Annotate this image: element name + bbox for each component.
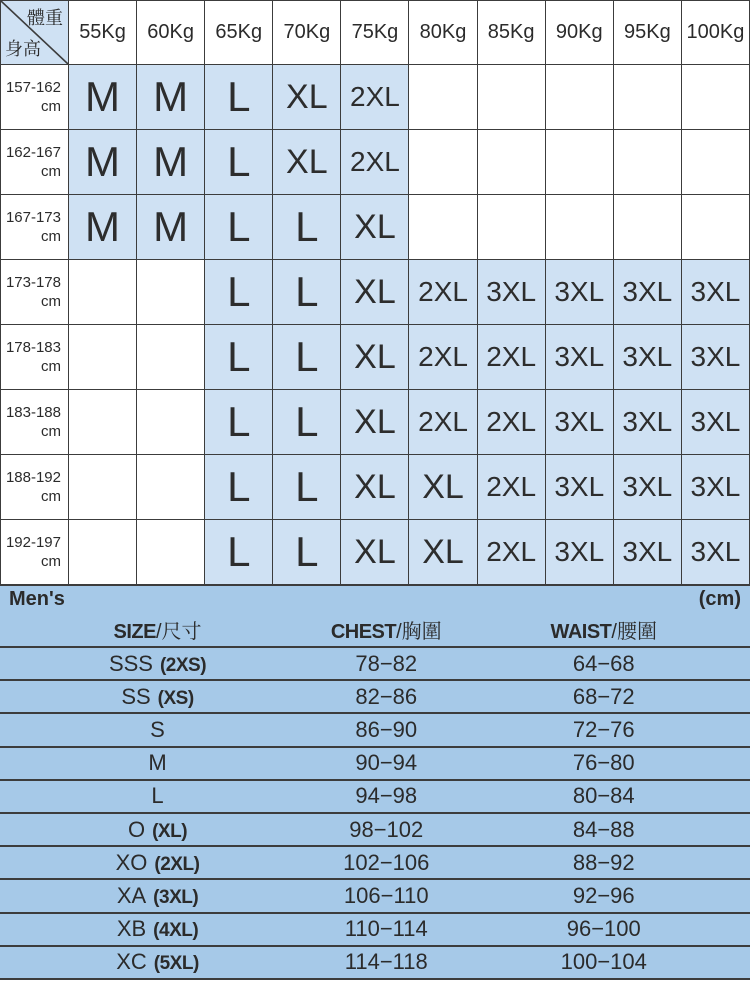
size-cell (546, 65, 614, 130)
mens-size-row (0, 814, 750, 847)
weight-header-cell: 100Kg (682, 1, 750, 65)
chest-range-cell: 106−110 (343, 883, 429, 909)
height-range-label: 157-162 (5, 78, 61, 96)
size-code: SSS (108, 650, 153, 676)
size-cell: M (69, 130, 137, 195)
size-cell: 3XL (546, 325, 614, 390)
chest-range-cell: 102−106 (343, 849, 430, 875)
height-unit-label: cm (41, 553, 61, 570)
size-cell (137, 390, 205, 455)
height-range-label: 188-192 (5, 468, 61, 486)
mens-size-row (0, 648, 750, 681)
size-cell (69, 260, 137, 325)
waist-range-cell: 96−100 (566, 916, 641, 942)
size-code: XC (116, 949, 147, 975)
size-code: S (150, 717, 165, 742)
size-cell: 2XL (478, 455, 546, 520)
chest-range-cell: 110−114 (344, 916, 428, 942)
size-label-cell (0, 750, 315, 776)
size-cell (69, 455, 137, 520)
size-cell: 3XL (682, 390, 750, 455)
size-cell: L (273, 195, 341, 260)
waist-column-header: WAIST/腰圍 (550, 621, 657, 643)
size-label-cell (0, 717, 315, 743)
size-cell: 3XL (682, 260, 750, 325)
weight-header-cell: 95Kg (614, 1, 682, 65)
height-label-cell (1, 325, 69, 390)
size-cell: XL (409, 455, 477, 520)
size-cell: 2XL (341, 65, 409, 130)
waist-range-cell: 72−76 (572, 717, 635, 742)
chest-range-cell: 78−82 (355, 650, 418, 676)
size-label-cell (0, 651, 315, 677)
mens-size-row (0, 714, 750, 747)
size-code: L (151, 783, 164, 809)
size-code: O (127, 816, 146, 842)
chest-range-cell: 90−94 (355, 750, 418, 776)
height-unit-label: cm (41, 488, 61, 505)
waist-range-cell: 80−84 (572, 783, 635, 809)
size-cell: 3XL (682, 325, 750, 390)
size-cell: XL (341, 390, 409, 455)
height-unit-label: cm (41, 358, 61, 375)
mens-size-row (0, 781, 750, 814)
size-cell (546, 130, 614, 195)
size-cell: L (273, 260, 341, 325)
size-cell: 3XL (546, 390, 614, 455)
chest-column-header: CHEST/胸圍 (330, 621, 442, 643)
mens-title-row (0, 586, 750, 613)
size-cell: 3XL (614, 455, 682, 520)
mens-size-row (0, 880, 750, 913)
weight-header-cell: 90Kg (546, 1, 614, 65)
height-unit-label: cm (41, 163, 61, 180)
size-cell: 3XL (546, 455, 614, 520)
size-cell: 2XL (409, 390, 477, 455)
waist-range-cell: 76−80 (572, 750, 635, 776)
mens-size-row (0, 681, 750, 714)
size-cell: XL (341, 260, 409, 325)
size-alt-code: (XL) (152, 820, 188, 842)
size-cell: 2XL (409, 325, 477, 390)
size-cell: L (273, 520, 341, 585)
weight-header-cell: 80Kg (409, 1, 477, 65)
size-cell: L (205, 260, 273, 325)
mens-measurement-table (0, 585, 750, 980)
size-cell: M (137, 130, 205, 195)
size-cell (69, 325, 137, 390)
size-cell: L (205, 520, 273, 585)
size-cell: L (273, 390, 341, 455)
height-unit-label: cm (41, 293, 61, 310)
size-cell (409, 195, 477, 260)
size-code: XA (116, 883, 147, 909)
size-cell: XL (341, 325, 409, 390)
size-code: SS (121, 683, 151, 709)
size-alt-code: (2XL) (154, 853, 200, 875)
size-cell (137, 455, 205, 520)
size-cell (409, 65, 477, 130)
chest-range-cell: 82−86 (355, 683, 418, 709)
size-cell (137, 520, 205, 585)
size-cell (137, 325, 205, 390)
size-cell (478, 130, 546, 195)
size-cell (546, 195, 614, 260)
size-cell (614, 65, 682, 130)
height-axis-label: 身高 (5, 39, 41, 59)
size-label-cell (0, 949, 315, 975)
waist-range-cell: 88−92 (572, 849, 635, 875)
chest-range-cell: 114−118 (344, 949, 428, 975)
size-label-cell (0, 916, 315, 942)
size-cell: L (273, 325, 341, 390)
height-unit-label: cm (41, 98, 61, 115)
height-range-label: 173-178 (5, 273, 61, 291)
height-unit-label: cm (41, 228, 61, 245)
height-label-cell (1, 65, 69, 130)
weight-header-cell: 70Kg (273, 1, 341, 65)
size-cell: L (205, 455, 273, 520)
size-cell: L (205, 65, 273, 130)
mens-rows (0, 648, 750, 980)
weight-header-cell: 85Kg (478, 1, 546, 65)
size-cell (409, 130, 477, 195)
size-cell: 2XL (478, 390, 546, 455)
mens-size-row (0, 748, 750, 781)
size-cell: L (205, 325, 273, 390)
mens-size-row (0, 847, 750, 880)
weight-axis-label: 體重 (27, 8, 63, 28)
size-code: XO (115, 849, 148, 875)
size-cell: 2XL (341, 130, 409, 195)
size-cell: 2XL (478, 325, 546, 390)
size-cell (614, 195, 682, 260)
height-label-cell (1, 520, 69, 585)
waist-range-cell: 64−68 (572, 650, 635, 676)
size-cell: M (69, 195, 137, 260)
size-cell: 3XL (614, 390, 682, 455)
waist-range-cell: 100−104 (560, 949, 647, 975)
size-cell: 3XL (682, 455, 750, 520)
size-alt-code: (XS) (157, 687, 194, 709)
height-unit-label: cm (41, 423, 61, 440)
size-cell (69, 520, 137, 585)
size-cell: 3XL (614, 520, 682, 585)
size-alt-code: (4XL) (153, 920, 199, 942)
size-cell: XL (341, 195, 409, 260)
chest-range-cell: 86−90 (355, 717, 418, 742)
size-cell: 3XL (682, 520, 750, 585)
size-code: XB (116, 916, 147, 942)
size-label-cell (0, 817, 315, 843)
height-label-cell (1, 390, 69, 455)
size-cell: 3XL (546, 260, 614, 325)
unit-label: (cm) (698, 588, 741, 610)
size-cell: 3XL (478, 260, 546, 325)
size-alt-code: (5XL) (153, 953, 199, 975)
height-range-label: 178-183 (5, 338, 61, 356)
weight-header-cell: 65Kg (205, 1, 273, 65)
size-cell: XL (341, 520, 409, 585)
corner-header-cell (1, 1, 69, 65)
size-label-cell (0, 684, 315, 710)
waist-range-cell: 68−72 (572, 683, 635, 709)
size-label-cell (0, 883, 315, 909)
height-label-cell (1, 455, 69, 520)
weight-header-cell: 75Kg (341, 1, 409, 65)
height-range-label: 167-173 (5, 208, 61, 226)
size-cell: 3XL (614, 260, 682, 325)
mens-title: Men's (9, 588, 65, 610)
size-cell: L (205, 130, 273, 195)
size-cell: XL (409, 520, 477, 585)
height-label-cell (1, 130, 69, 195)
height-range-label: 162-167 (5, 143, 61, 161)
size-cell: 2XL (409, 260, 477, 325)
size-alt-code: (3XL) (153, 887, 199, 909)
size-cell (682, 130, 750, 195)
size-alt-code: (2XS) (159, 654, 207, 676)
size-cell (478, 65, 546, 130)
chest-range-cell: 94−98 (355, 783, 418, 809)
mens-size-row (0, 914, 750, 947)
weight-header-cell: 55Kg (69, 1, 137, 65)
size-cell: L (273, 455, 341, 520)
size-cell: 3XL (546, 520, 614, 585)
waist-range-cell: 92−96 (572, 883, 635, 909)
size-cell (614, 130, 682, 195)
chest-range-cell: 98−102 (349, 816, 424, 842)
height-range-label: 192-197 (5, 533, 61, 551)
size-cell: 3XL (614, 325, 682, 390)
waist-range-cell: 84−88 (572, 816, 635, 842)
size-label-cell (0, 850, 315, 876)
size-label-cell (0, 783, 315, 809)
mens-header-row (0, 613, 750, 648)
size-cell: L (205, 195, 273, 260)
mens-size-row (0, 947, 750, 980)
size-cell (69, 390, 137, 455)
height-label-cell (1, 195, 69, 260)
size-cell: XL (341, 455, 409, 520)
size-cell: XL (273, 130, 341, 195)
size-cell: M (137, 65, 205, 130)
size-cell (137, 260, 205, 325)
size-cell: XL (273, 65, 341, 130)
size-cell: M (137, 195, 205, 260)
size-column-header: SIZE/尺寸 (113, 621, 202, 643)
height-label-cell (1, 260, 69, 325)
size-cell (682, 65, 750, 130)
size-cell (478, 195, 546, 260)
size-cell (682, 195, 750, 260)
size-cell: M (69, 65, 137, 130)
size-cell: 2XL (478, 520, 546, 585)
size-cell: L (205, 390, 273, 455)
size-code: M (148, 750, 167, 776)
weight-header-cell: 60Kg (137, 1, 205, 65)
height-range-label: 183-188 (5, 403, 61, 421)
